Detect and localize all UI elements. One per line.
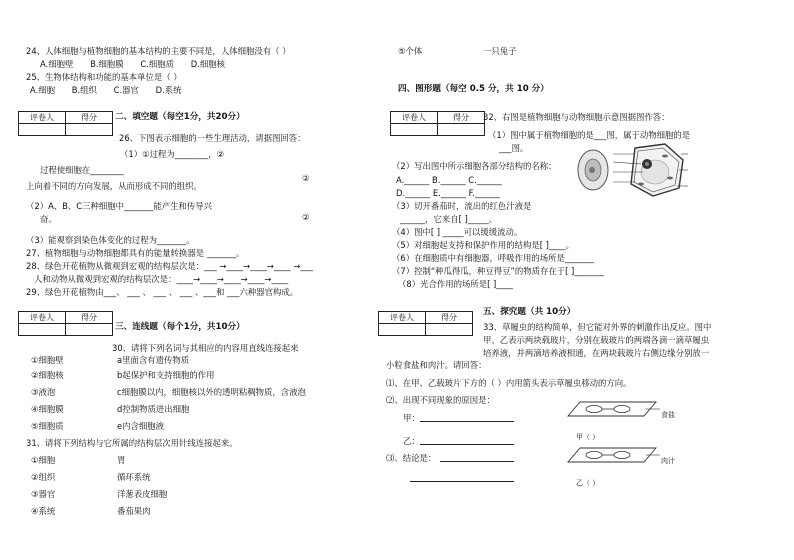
section2-title: 二、填空题（每空1分，共20分） xyxy=(115,112,245,122)
q32-line11: （7）控制“种瓜得瓜，种豆得豆”的物质存在于[ ]_______ xyxy=(392,266,604,276)
q31-right-3: 洋葱表皮细胞 xyxy=(117,489,168,499)
q32-stem: 32、右图是植物细胞与动物细胞示意图据图作答： xyxy=(483,112,670,122)
q32-line7: ______，它来自[ ]_____。 xyxy=(400,214,498,224)
reviewer-cell[interactable] xyxy=(19,324,66,336)
plant-cell-figure xyxy=(613,144,688,196)
q31-left-4: ④系统 xyxy=(31,506,56,516)
section3-title: 三、连线题（每个1分，共10分） xyxy=(115,322,245,332)
q33-yi-label: 乙： xyxy=(403,436,420,446)
q33-line3: 培养液，并两滴培养液相通，在两块载玻片右侧边缘分别放一 xyxy=(483,348,710,358)
q32-line8: （4）图中[ ] _____可以缓缓流动。 xyxy=(392,227,523,237)
score-label: 得分 xyxy=(66,112,113,124)
reviewer-label: 评卷人 xyxy=(391,112,438,124)
slide-jia xyxy=(568,402,660,416)
slide-figure xyxy=(560,396,660,496)
q31-right-2: 循环系统 xyxy=(117,472,151,482)
q32-line3: （2）写出图中所示细胞各部分结构的名称： xyxy=(392,161,557,171)
score-table-sec2 xyxy=(18,111,113,136)
score-table-sec4 xyxy=(390,111,485,136)
q26-line4: （2）A、B、C三种细胞中_______能产生和传导兴 xyxy=(26,201,212,211)
reviewer-cell[interactable] xyxy=(19,124,66,136)
score-cell[interactable] xyxy=(426,324,473,336)
q33-jia-label: 甲： xyxy=(403,413,420,423)
q32-line6: （3）切开番茄时，流出的红色汁液是 xyxy=(392,201,532,211)
reviewer-cell[interactable] xyxy=(391,124,438,136)
q33-line5: ⑴、在甲、乙载玻片下方的（ ）内用箭头表示草履虫移动的方向。 xyxy=(386,378,632,388)
reviewer-label: 评卷人 xyxy=(19,312,66,324)
q30-left-4: ④细胞膜 xyxy=(31,404,64,414)
q26-line6: （3）能观察到染色体变化的过程为_______。 xyxy=(26,235,195,245)
q30-left-5: ⑤细胞质 xyxy=(31,421,64,431)
score-cell[interactable] xyxy=(66,124,113,136)
score-cell[interactable] xyxy=(66,324,113,336)
q26-line1: （1）①过程为________，② xyxy=(120,149,225,159)
q29: 29、绿色开花植物由___、 ___ 、 ___ 、 ___ 、___和 ___六种器官构成。 xyxy=(26,287,299,297)
q30-right-e: e内含细胞液 xyxy=(117,421,165,431)
q31-stem: 31、请将下列结构与它所属的结构层次用针线连接起来。 xyxy=(26,438,238,448)
q31-right-5: 一只兔子 xyxy=(483,46,517,56)
fig-jia-label: 甲（ ） xyxy=(576,433,600,441)
score-table-sec5 xyxy=(378,311,473,336)
q32-line4: A.______ B.______ C.______ xyxy=(396,175,502,185)
fig-yi-label: 乙（ ） xyxy=(576,479,600,487)
score-cell[interactable] xyxy=(438,124,485,136)
circle-number-mark: ② xyxy=(302,212,310,222)
q31-left-5: ⑤个体 xyxy=(398,46,423,56)
score-label: 得分 xyxy=(66,312,113,324)
q31-left-1: ①细胞 xyxy=(31,455,56,465)
q32-line1: （1）图中属于植物细胞的是___图，属于动物细胞的是 xyxy=(488,130,691,140)
q30-stem: 30、请将下列名词与其相应的内容用直线连接起来 xyxy=(112,343,299,353)
q27: 27、植物细胞与动物细胞都具有的能量转换器是 _______。 xyxy=(26,248,245,258)
q26-line5: 奋。 xyxy=(40,214,57,224)
q30-right-a: a里面含有遗传物质 xyxy=(117,355,190,365)
q33-line7: ⑶、结论是： xyxy=(386,453,437,463)
conclusion-answer-blank-2[interactable] xyxy=(410,473,514,482)
jia-answer-blank[interactable] xyxy=(420,413,514,422)
q32-line5: D.______ E.______ F.______ xyxy=(396,188,500,198)
q33-line2: 甲、乙表示两块载玻片，分别在载玻片的两端各滴一滴草履虫 xyxy=(483,335,710,345)
q30-right-c: c细胞膜以内，细胞核以外的透明粘稠物质，含液泡 xyxy=(117,387,306,397)
yi-answer-blank[interactable] xyxy=(420,436,514,445)
section4-title: 四、图形题（每空 0.5 分，共 10 分） xyxy=(398,84,549,94)
q30-left-1: ①细胞壁 xyxy=(31,355,64,365)
q26-line3: 上向着不同的方向发展，从而形成不同的组织。 xyxy=(26,181,202,191)
reviewer-cell[interactable] xyxy=(379,324,426,336)
q31-right-1: 胃 xyxy=(117,455,126,465)
q33-line6: ⑵、出现不同现象的原因是： xyxy=(386,395,495,405)
score-label: 得分 xyxy=(438,112,485,124)
conclusion-answer-blank[interactable] xyxy=(440,453,514,462)
q32-line9: （5）对细胞起支持和保护作用的结构是[ ]____。 xyxy=(392,240,575,250)
reviewer-label: 评卷人 xyxy=(19,112,66,124)
reviewer-label: 评卷人 xyxy=(379,312,426,324)
q31-right-4: 番茄果肉 xyxy=(117,506,151,516)
section5-title: 五、探究题（共 10分） xyxy=(483,307,576,317)
q32-line2: ___图。 xyxy=(499,143,529,153)
q26-line2: 过程使细胞在________ xyxy=(40,165,124,175)
q33-line1: 33、草履虫的结构简单，但它能对外界的刺激作出反应。图中 xyxy=(483,322,712,332)
q30-right-b: b起保护和支持细胞的作用 xyxy=(117,370,215,380)
score-label: 得分 xyxy=(426,312,473,324)
animal-cell-figure xyxy=(578,150,608,190)
q32-line10: （6）在细胞质中有细胞器，呼吸作用的场所是_______ xyxy=(392,253,595,263)
fig-salt-label: 食盐 xyxy=(661,411,675,419)
q30-left-3: ③液泡 xyxy=(31,387,56,397)
q30-left-2: ②细胞核 xyxy=(31,370,64,380)
slide-yi xyxy=(568,448,660,462)
circle-number-mark: ② xyxy=(302,173,310,183)
fig-meat-label: 肉汁 xyxy=(661,457,675,465)
q25-options: A.细胞 B.组织 C.器官 D.系统 xyxy=(30,85,182,95)
cell-diagram xyxy=(575,140,690,200)
score-table-sec3 xyxy=(18,311,113,336)
q28-line2: 人和动物从微观到宏观的结构层次是：____→____→____→____→____ xyxy=(34,274,289,284)
q33-line4: 小粒食盐和肉汁。请回答： xyxy=(386,360,487,370)
q26-stem: 26、下图表示细胞的一些生理活动，请据图回答： xyxy=(119,133,306,143)
q32-line12: （8）光合作用的场所是[ ]____ xyxy=(398,279,514,289)
q31-left-2: ②组织 xyxy=(31,472,56,482)
q25-stem: 25、生物体结构和功能的基本单位是（ ） xyxy=(26,72,182,82)
q30-right-d: d控制物质进出细胞 xyxy=(117,404,190,414)
q24-options: A.细胞壁 B.细胞膜 C.细胞质 D.细胞核 xyxy=(40,59,226,69)
q24-stem: 24、人体细胞与植物细胞的基本结构的主要不同是，人体细胞没有（ ） xyxy=(26,46,291,56)
q31-left-3: ③器官 xyxy=(31,489,56,499)
q28-line1: 28、绿色开花植物从微观到宏观的结构层次是：___ →____→____→____ →___ xyxy=(26,261,313,271)
